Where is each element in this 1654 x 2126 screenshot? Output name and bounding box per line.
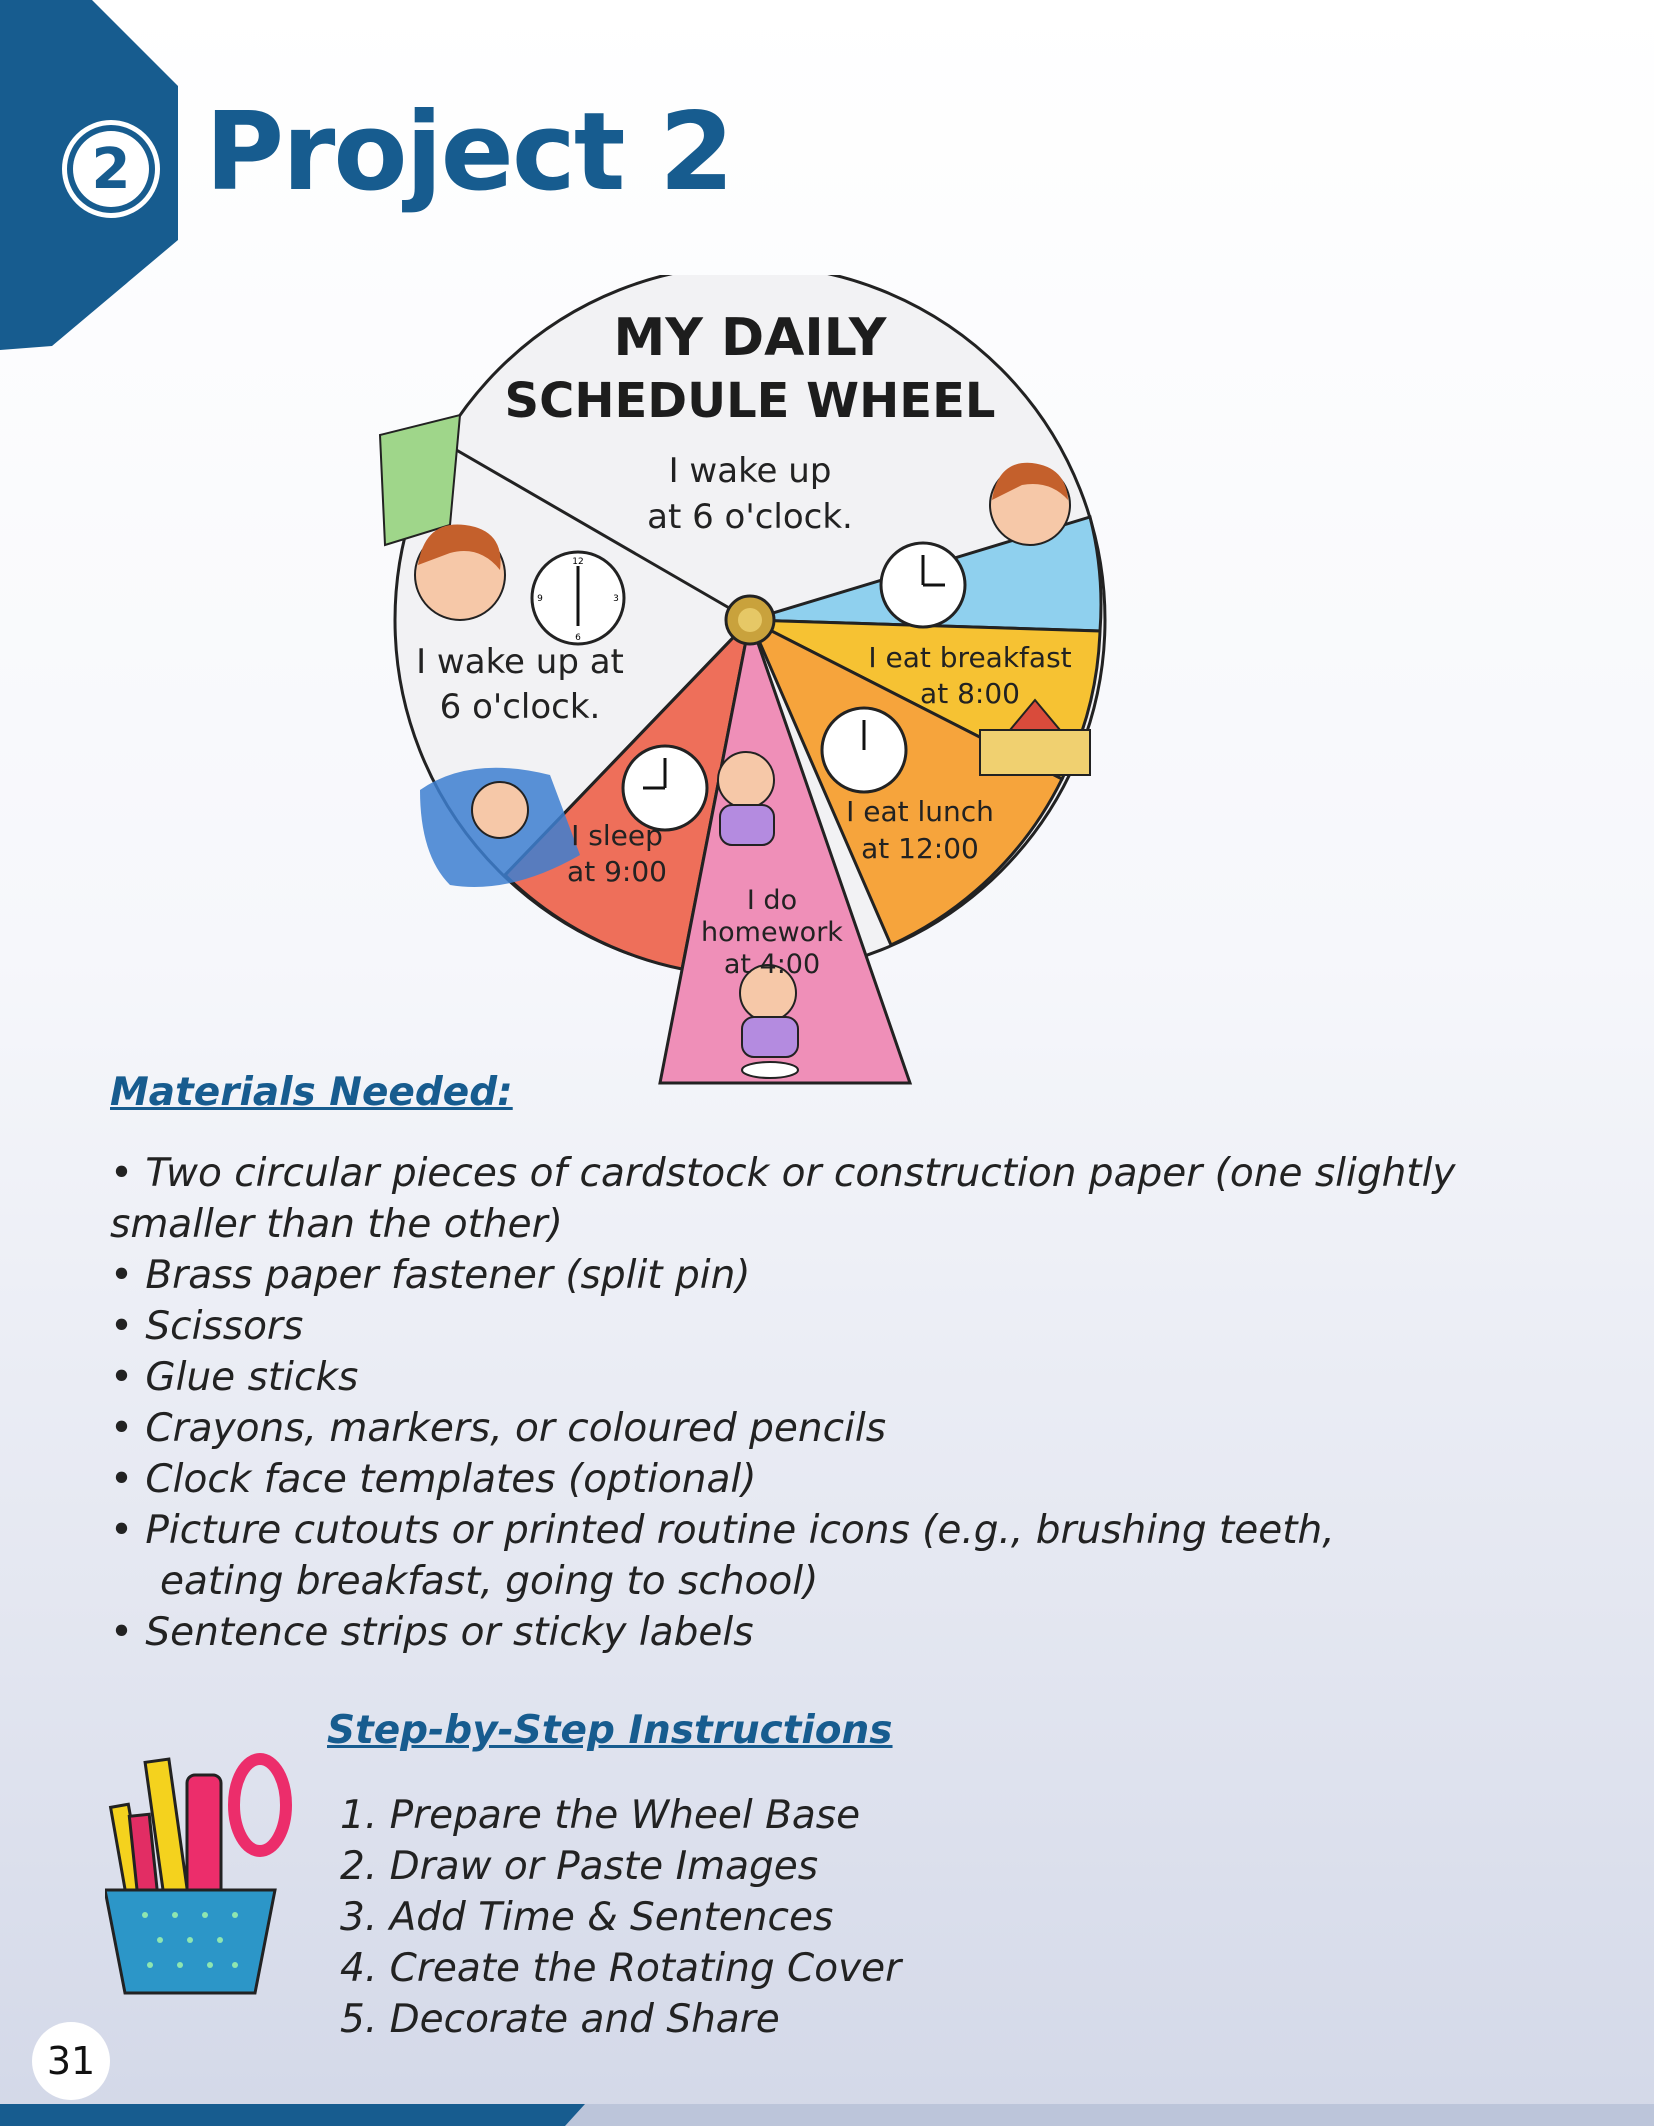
step-item: 5. Decorate and Share xyxy=(340,1997,780,2042)
wheel-title-line2: SCHEDULE WHEEL xyxy=(504,373,996,429)
left-sector-line1: I wake up at xyxy=(416,642,624,682)
homework-line2: homework xyxy=(701,917,843,948)
materials-item: • Crayons, markers, or coloured pencils xyxy=(110,1406,887,1451)
wheel-title-line1: MY DAILY xyxy=(613,308,887,368)
step-item: 4. Create the Rotating Cover xyxy=(340,1946,902,1991)
schedule-wheel-illustration xyxy=(350,275,1150,1125)
top-sector-line2: at 6 o'clock. xyxy=(647,497,853,537)
materials-item: eating breakfast, going to school) xyxy=(160,1559,819,1604)
materials-item: • Two circular pieces of cardstock or construction paper (one slightly xyxy=(110,1151,1456,1196)
step-item: 1. Prepare the Wheel Base xyxy=(340,1793,861,1838)
materials-item: smaller than the other) xyxy=(110,1202,563,1247)
materials-item: • Glue sticks xyxy=(110,1355,359,1400)
page-number: 31 xyxy=(32,2022,110,2100)
lunch-line2: at 12:00 xyxy=(861,832,979,865)
materials-item: • Scissors xyxy=(110,1304,304,1349)
sleep-line2: at 9:00 xyxy=(567,855,667,888)
homework-girl-body xyxy=(720,805,774,845)
sleep-line1: I sleep xyxy=(571,819,663,852)
clock-numeral-six: 6 xyxy=(575,633,581,643)
lunch-line1: I eat lunch xyxy=(846,795,994,828)
homework-girl-head xyxy=(718,752,774,808)
step-item: 2. Draw or Paste Images xyxy=(340,1844,819,1889)
materials-item: • Sentence strips or sticky labels xyxy=(110,1610,754,1655)
breakfast-line1: I eat breakfast xyxy=(868,641,1072,674)
materials-item: • Brass paper fastener (split pin) xyxy=(110,1253,751,1298)
project-number: 2 xyxy=(73,131,149,207)
left-sector-line2: 6 o'clock. xyxy=(439,687,601,727)
plate xyxy=(742,1062,798,1078)
project-number-badge xyxy=(62,120,160,218)
sleeping-child-head xyxy=(472,782,528,838)
clock-numeral-nine: 9 xyxy=(537,594,543,604)
materials-item: • Picture cutouts or printed routine icons (e.g., brushing teeth, xyxy=(110,1508,1335,1553)
clock-icon xyxy=(532,552,624,644)
materials-item: • Clock face templates (optional) xyxy=(110,1457,757,1502)
materials-list xyxy=(110,1148,1510,1658)
bottom-girl-body xyxy=(742,1017,798,1057)
steps-list xyxy=(340,1790,901,2045)
top-sector-line1: I wake up xyxy=(668,451,832,491)
homework-line1: I do xyxy=(746,885,798,916)
page-title: Project 2 xyxy=(205,90,733,215)
step-item: 3. Add Time & Sentences xyxy=(340,1895,834,1940)
clock-icon xyxy=(623,746,707,830)
steps-heading: Step-by-Step Instructions xyxy=(327,1708,893,1753)
clock-numeral-twelve: 12 xyxy=(572,557,584,567)
clock-icon xyxy=(881,543,965,627)
clock-icon xyxy=(822,708,906,792)
pencil-cup-icon xyxy=(105,1725,305,1995)
school-building xyxy=(980,730,1090,775)
homework-line3: at 4:00 xyxy=(723,949,821,980)
materials-heading: Materials Needed: xyxy=(110,1070,513,1115)
footer-bar xyxy=(0,2104,1654,2126)
breakfast-line2: at 8:00 xyxy=(920,677,1020,710)
clock-numeral-three: 3 xyxy=(613,594,619,604)
